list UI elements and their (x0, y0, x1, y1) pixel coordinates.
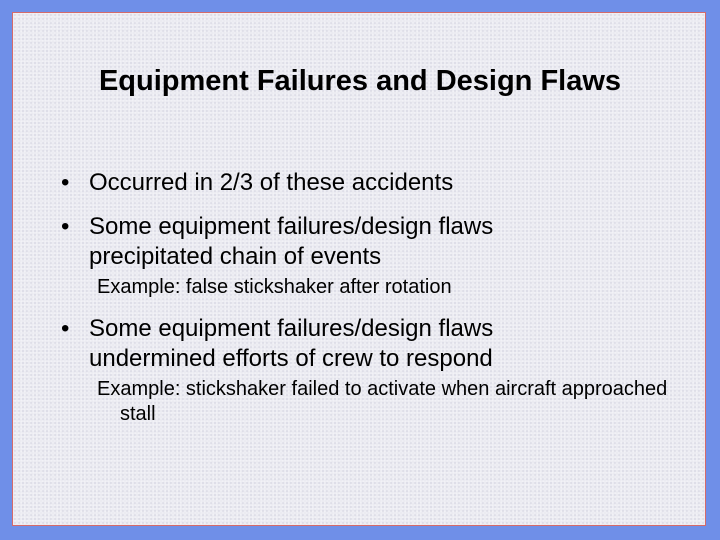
bullet-marker: • (61, 213, 70, 240)
bullet-item (61, 314, 681, 427)
example-text: Example: false stickshaker after rotation (97, 276, 452, 298)
bullet-text: Some equipment failures/design flaws undermined efforts of crew to respond (89, 315, 494, 372)
bullet-marker: • (61, 315, 70, 342)
bullet-marker: • (61, 169, 70, 196)
slide-title: Equipment Failures and Design Flaws (98, 65, 622, 97)
bullet-item (61, 212, 681, 300)
example-text: Example: stickshaker failed to activate when aircraft approached stall (97, 378, 668, 425)
bullet-text: Occurred in 2/3 of these accidents (89, 169, 454, 196)
bullet-list (61, 168, 681, 427)
bullet-item (61, 168, 681, 198)
bullet-text: Some equipment failures/design flaws precipitated chain of events (89, 213, 494, 270)
slide-panel (12, 12, 706, 526)
